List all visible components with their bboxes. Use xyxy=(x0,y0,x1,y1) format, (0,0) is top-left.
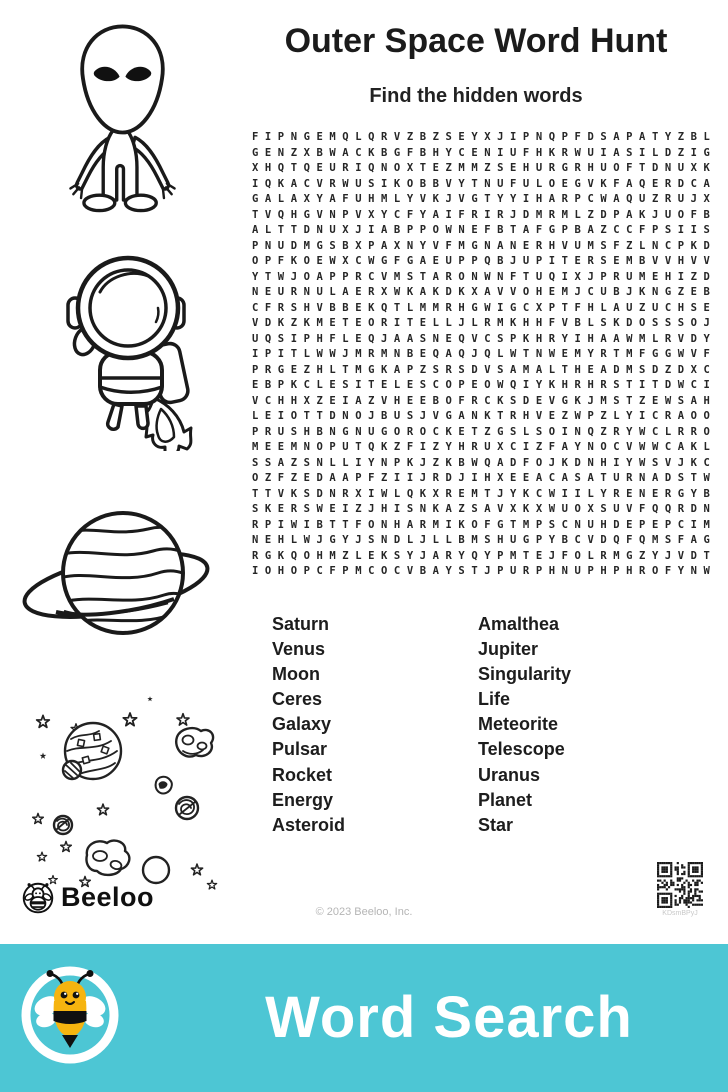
footer-banner xyxy=(0,944,728,1092)
grid-row: SKERSWEIZJHISNKAZSAVXKXWUOXSUVFQQRDN xyxy=(252,503,717,516)
grid-row: FIPNGEMQLQRVZBZSEYXJIPNQPFDSAPATYZBL xyxy=(252,131,717,143)
word-item: Jupiter xyxy=(478,639,539,660)
grid-row: IOHOPCFPMCOCVBAYSTJPURPHNUPHPHROFYNW xyxy=(252,565,717,578)
qr-code xyxy=(657,862,703,908)
grid-row: UQSIPHFLEQJAASNEQVCSPKHRYIHAAWMLRVDY xyxy=(252,332,717,345)
qr-caption: KDsmBPyJ xyxy=(662,910,698,917)
saturn-planet-icon xyxy=(18,503,213,655)
space-doodles-icon xyxy=(15,685,245,890)
word-item: Uranus xyxy=(478,764,541,785)
word-item: Venus xyxy=(272,639,326,660)
alien-icon xyxy=(55,20,190,218)
word-search-grid xyxy=(252,130,716,580)
grid-row: RGKQOHMZLEKSYJARYQYPMTEJFOLRMGZYJVDT xyxy=(252,549,717,562)
astronaut-icon xyxy=(58,246,198,451)
grid-row: RPIWIBTTFONHARMIKOFGTMPSCNUHDEPEPCIM xyxy=(252,518,717,531)
word-list-right xyxy=(478,612,571,838)
word-list-left xyxy=(272,612,345,838)
grid-row: XHQTQEURIQNOXTEZMMZSEHURGRHUOFTDNUXK xyxy=(252,162,717,175)
grid-row: GALAXYAFUHMLYVKJVGTYYIHARPCWAQUZRUJX xyxy=(252,193,717,206)
word-item: Ceres xyxy=(272,689,323,710)
grid-row: TVQHGVNPVXYCFYAIFRIRJDMRMLZDPAKJUOFB xyxy=(252,208,717,221)
grid-row: IPITLWWJMRMNBEQAQJQLWTNWEMYRTMFGGWVF xyxy=(252,348,717,361)
grid-row: SSAZSNLLIYNPKJZKBWQADFOJKDNHIYWSVJKC xyxy=(252,456,717,469)
grid-row: GENZXBWACKBGFBHYCENIUFHKRWUIASILDZIG xyxy=(252,146,717,159)
page-title: Outer Space Word Hunt xyxy=(284,22,668,60)
word-item: Pulsar xyxy=(272,739,328,760)
word-item: Amalthea xyxy=(478,614,560,634)
grid-row: LEIOTTDNOJBUSJVGANKTRHVEZWPZLYICRAOO xyxy=(252,410,717,423)
grid-row: TTVKSDNRXIWLQKXREMTJYKCWIILYRENERGYB xyxy=(252,487,717,500)
word-item: Asteroid xyxy=(272,814,346,835)
beeloo-wordmark: Beeloo xyxy=(61,881,155,912)
word-item: Energy xyxy=(272,789,334,810)
grid-row: OPFKOEWXCWGFGAEUPPQBJUPITERSEMBVVHVV xyxy=(252,255,717,268)
word-item: Meteorite xyxy=(478,714,559,735)
grid-row: ALTTDNUXJIABPPOWNEFBTAFGPBAZCCFPSIIS xyxy=(252,224,717,237)
grid-row: PNUDMGSBXPAXNYVFMGNANERHVUMSFZLNCPKD xyxy=(252,239,717,252)
grid-row: PRUSHBNGNUGOROCKETZGSLSOINQZRYWCLRRO xyxy=(252,425,717,438)
word-item: Rocket xyxy=(272,764,333,785)
grid-row: OZFZEDAAPFZIIJRDJIHXEEACASATURNADSTW xyxy=(252,472,717,485)
word-item: Saturn xyxy=(272,614,330,634)
word-item: Life xyxy=(478,689,511,710)
word-item: Galaxy xyxy=(272,714,332,735)
word-item: Planet xyxy=(478,789,533,810)
word-item: Star xyxy=(478,814,514,835)
page-subtitle: Find the hidden words xyxy=(369,85,583,107)
grid-row: CFRSHVBBEKQTLMMRHGWIGCXPTFHLAUZUCHSE xyxy=(252,301,717,314)
grid-row: YTWJOAPPRCVMSTARONWNFTUQIXJPRUMEHIZD xyxy=(252,270,717,283)
grid-row: VDKZKMETEORITELLJLRMKHHFVBLSKDOSSSOJ xyxy=(252,317,717,330)
word-item: Moon xyxy=(272,664,320,685)
word-item: Singularity xyxy=(478,664,572,685)
grid-row: NEHLWJGYJSNDLJLLBMSHUGPYBCVDQFQMSFAG xyxy=(252,534,717,547)
grid-row: MEEMNOPUTQKZFIZYHRUXCIZFAYNOCVWWCAKL xyxy=(252,441,717,454)
grid-row: VCHHXZEIAZVHEEBOFRCKSDEVGKJMSTZEWSAH xyxy=(252,394,717,407)
footer-title: Word Search xyxy=(265,985,633,1050)
grid-row: NEURNULAERXWKAKDKXAVVOHEMJCUBJKNGZEB xyxy=(252,286,717,299)
grid-row: IQKACVRWUSIKOBBVYTNUFULOEGVKFAQERDCA xyxy=(252,177,717,190)
grid-row: EBPKCLESITELESCOPEOWQIYKHRHRSTITDWCI xyxy=(252,379,717,392)
copyright-text: © 2023 Beeloo, Inc. xyxy=(315,906,413,918)
bee-badge-icon xyxy=(20,965,120,1065)
word-item: Telescope xyxy=(478,739,565,760)
grid-row: PRGEZHLTMGKAPZSRSDVSAMALTHEADMSDZDXC xyxy=(252,363,717,376)
